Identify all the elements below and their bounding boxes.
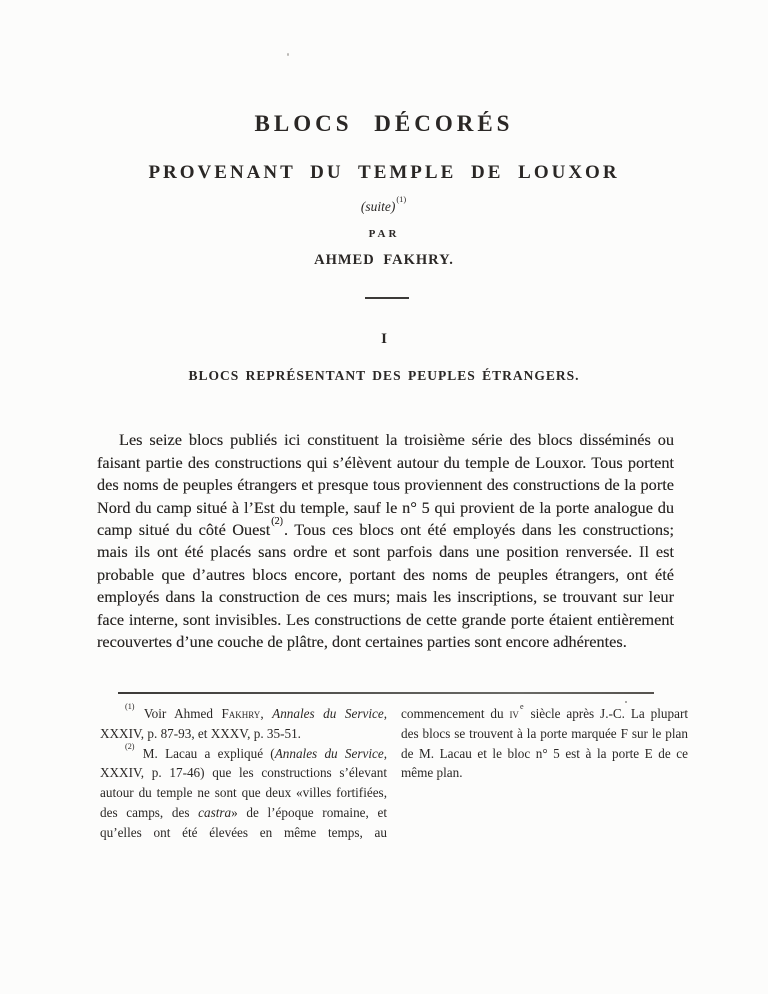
article-title-line2: PROVENANT DU TEMPLE DE LOUXOR xyxy=(148,162,620,183)
section-heading: BLOCS REPRÉSENTANT DES PEUPLES ÉTRANGERS. xyxy=(188,368,580,383)
article-title-line1: BLOCS DÉCORÉS xyxy=(254,111,514,136)
byline-par: PAR xyxy=(368,228,400,240)
footnote-divider-rule xyxy=(118,692,654,694)
footnotes-block xyxy=(100,701,688,846)
footnote-1: $^{(1)}$ Voir Ahmed Fakhry, Annales du Service, XXXIV, p. 87-93, et XXXV, p. 35-51. xyxy=(100,701,388,741)
section-number: I xyxy=(381,331,387,347)
author-name: AHMED FAKHRY. xyxy=(314,252,454,268)
article-subtitle-suite: (suite)$^{(1)}$ xyxy=(360,194,407,214)
title-divider-rule xyxy=(365,297,409,299)
scan-speck xyxy=(625,701,627,703)
footnote-2: $^{(2)}$ M. Lacau a expliqué (Annales du Service, XXXIV, p. 17-46) que les constructions s’élevant autour du temple ne sont que deux «villes fortifiées, des camps, des castra» de l’époque romaine, et qu’elles ont été élevées en même temps, au commencement du $iv^e$ siècle après J.-C. La plupart des blocs se trouvent à la porte marquée F sur le plan de M. Lacau et le bloc n° 5 est à la porte E de ce même plan. xyxy=(100,701,688,840)
scan-speck xyxy=(287,53,289,56)
body-paragraph: Les seize blocs publiés ici constituent la troisième série des blocs disséminés ou faisant partie des constructions qui s’élèvent autour du temple de Louxor. Tous portent des noms de peuples étrangers et presque tous proviennent des constructions de la porte Nord du camp situé à l’Est du temple, sauf le n° 5 qui provient de la porte analogue du camp situé du côté Ouest$^{(2)}$. Tous ces blocs ont été employés dans les constructions; mais ils ont été placés sans ordre et sont parfois dans une position renversée. Il est probable que d’autres blocs encore, portant des noms de peuples étrangers, ont été employés dans la construction de ces murs; mais les inscriptions, se trouvant sur leur face interne, sont invisibles. Les constructions de cette grande porte étaient entièrement recouvertes d’une couche de plâtre, dont certaines parties sont encore adhérentes. xyxy=(97,430,674,651)
